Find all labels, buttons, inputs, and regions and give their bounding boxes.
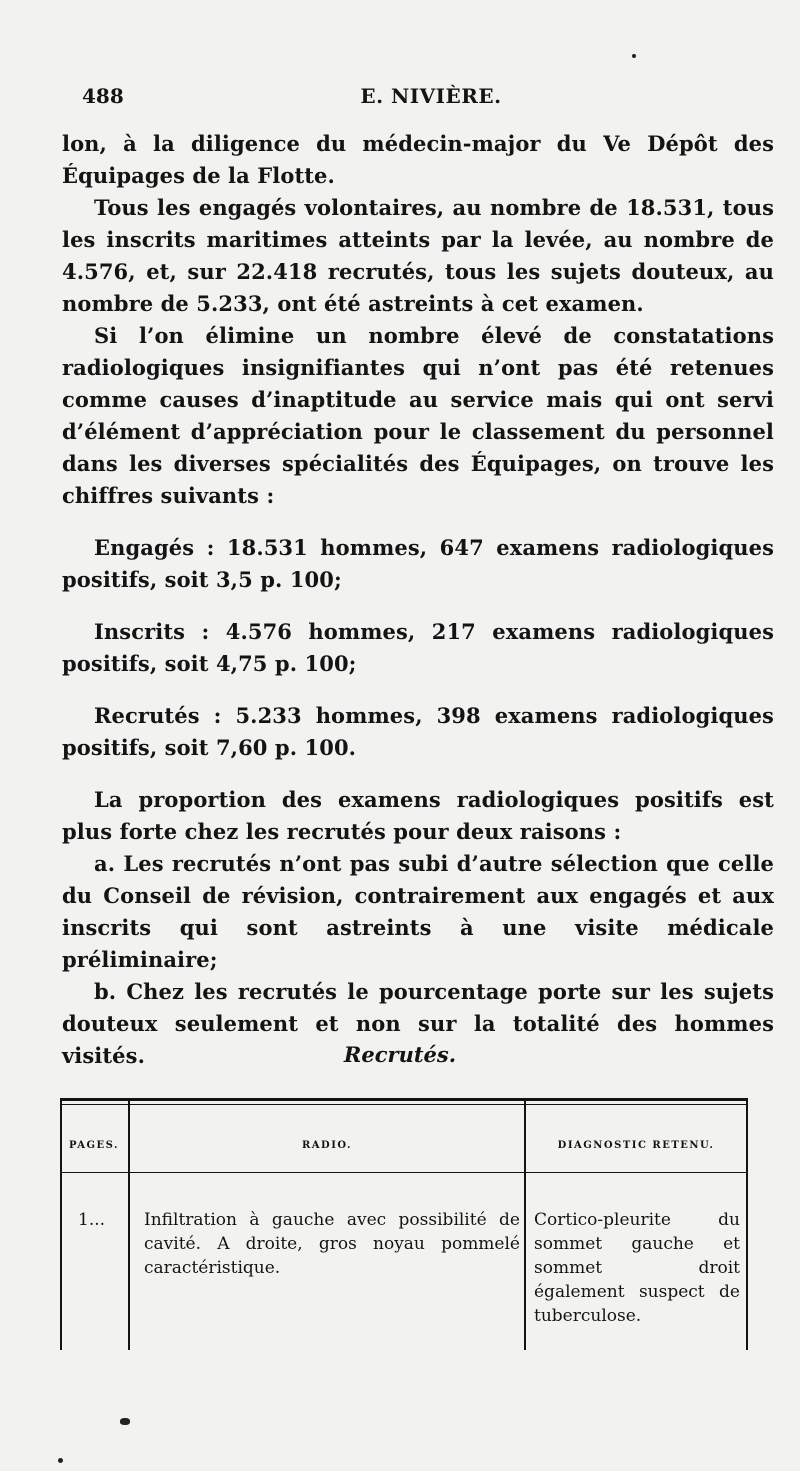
running-head: E. NIVIÈRE.	[360, 84, 502, 108]
table-top-rule	[60, 1098, 748, 1101]
table-header-rule	[60, 1172, 128, 1173]
paragraph-inscrits: Inscrits : 4.576 hommes, 217 examens radiologiques positifs, soit 4,75 p. 100;	[62, 619, 774, 676]
paragraph-engages: Engagés : 18.531 hommes, 647 examens radiologiques positifs, soit 3,5 p. 100;	[62, 535, 774, 592]
column-header-pages: PAGES.	[68, 1140, 120, 1151]
table-left-rule	[60, 1098, 62, 1350]
table-cell-radio: Infiltration à gauche avec possibilité de cavité. A droite, gros noyau pommelé caractéristique.	[144, 1210, 520, 1278]
table-column-rule	[128, 1098, 130, 1350]
table-cell-diagnostic: Cortico-pleurite du sommet gauche et sommet droit également suspect de tuberculose.	[534, 1210, 740, 1326]
table-header-rule	[130, 1172, 524, 1173]
paragraph-2: Tous les engagés volontaires, au nombre de 18.531, tous les inscrits maritimes atteints par la levée, au nombre de 4.576, et, sur 22.418 recrutés, tous les sujets douteux, au nombre de 5.233, ont été astreints à cet examen.	[62, 195, 774, 316]
column-header-radio: RADIO.	[301, 1140, 353, 1151]
table-title: Recrutés.	[343, 1042, 457, 1067]
body-text	[62, 128, 774, 1072]
page-number: 488	[82, 84, 124, 108]
page-header	[82, 84, 780, 120]
paragraph-recrutes: Recrutés : 5.233 hommes, 398 examens radiologiques positifs, soit 7,60 p. 100.	[62, 703, 774, 760]
paragraph-3: Si l’on élimine un nombre élevé de constatations radiologiques insignifiantes qui n’ont pas été retenues comme causes d’inaptitude au service mais qui ont servi d’élément d’appréciation pour le classement du personnel dans les diverses spécialités des Équipages, on trouve les chiffres suivants :	[62, 323, 774, 508]
paragraph-proportion: La proportion des examens radiologiques positifs est plus forte chez les recrutés pour deux raisons :	[62, 787, 774, 844]
table-cell-pages: 1...	[78, 1210, 106, 1230]
table-top-rule-thin	[60, 1104, 748, 1105]
table-column-rule	[524, 1098, 526, 1350]
table-header-rule	[526, 1172, 746, 1173]
recrutes-table	[60, 1098, 748, 1350]
paragraph-reason-b: b. Chez les recrutés le pourcentage porte sur les sujets douteux seulement et non sur la totalité des hommes visités.	[62, 979, 774, 1068]
scan-speck	[120, 1418, 130, 1425]
paragraph-reason-a: a. Les recrutés n’ont pas subi d’autre sélection que celle du Conseil de révision, contrairement aux engagés et aux inscrits qui sont astreints à une visite médicale préliminaire;	[62, 851, 774, 972]
table-right-rule	[746, 1098, 748, 1350]
scan-speck	[58, 1458, 63, 1463]
scan-speck	[632, 54, 636, 58]
paragraph-1: lon, à la diligence du médecin-major du Ve Dépôt des Équipages de la Flotte.	[62, 131, 774, 188]
column-header-diagnostic: DIAGNOSTIC RETENU.	[557, 1140, 715, 1151]
